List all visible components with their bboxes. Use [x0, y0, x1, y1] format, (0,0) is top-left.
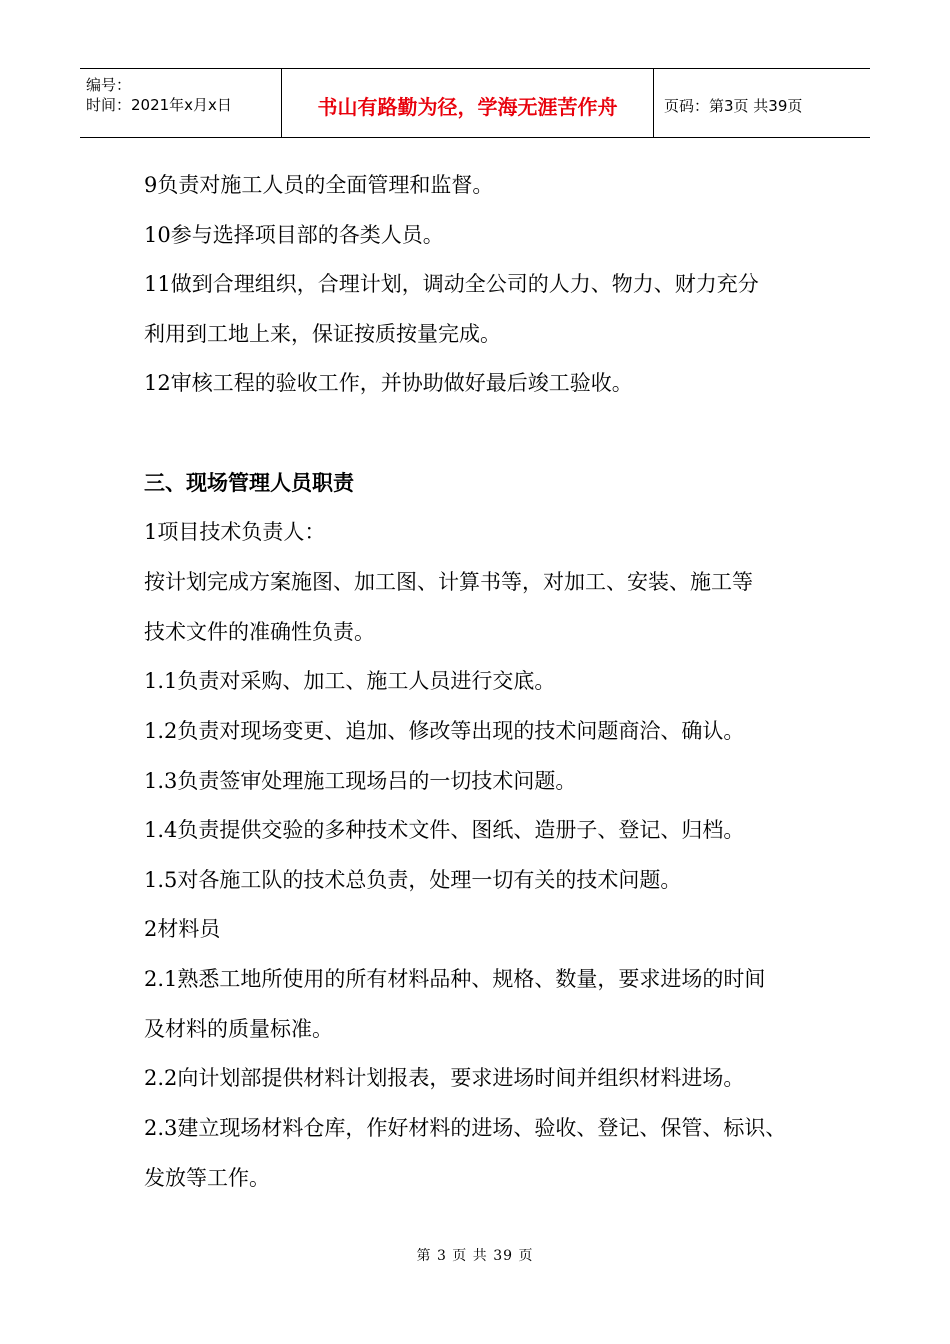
paragraph-line: 1.1负责对采购、加工、施工人员进行交底。 — [144, 669, 556, 693]
document-number-label: 编号： — [86, 76, 132, 94]
document-date-label: 时间：2021年x月x日 — [86, 96, 232, 114]
paragraph-line: 按计划完成方案施图、加工图、计算书等，对加工、安装、施工等 — [144, 570, 753, 594]
paragraph-line: 1.5对各施工队的技术总负责，处理一切有关的技术问题。 — [144, 868, 682, 892]
paragraph-line: 9负责对施工人员的全面管理和监督。 — [144, 173, 494, 197]
paragraph-line: 1项目技术负责人： — [144, 520, 326, 544]
header-page-info: 页码：第3页 共39页 — [664, 96, 803, 115]
paragraph-line: 2材料员 — [144, 917, 221, 941]
paragraph-line: 2.3建立现场材料仓库，作好材料的进场、验收、登记、保管、标识、 — [144, 1116, 787, 1140]
paragraph-line: 2.1熟悉工地所使用的所有材料品种、规格、数量，要求进场的时间 — [144, 967, 766, 991]
paragraph-line: 2.2向计划部提供材料计划报表，要求进场时间并组织材料进场。 — [144, 1066, 745, 1090]
paragraph-line: 1.4负责提供交验的多种技术文件、图纸、造册子、登记、归档。 — [144, 818, 745, 842]
paragraph-line: 技术文件的准确性负责。 — [144, 620, 375, 644]
section-heading: 三、现场管理人员职责 — [144, 471, 354, 495]
paragraph-line: 12审核工程的验收工作，并协助做好最后竣工验收。 — [144, 371, 633, 395]
paragraph-line: 利用到工地上来，保证按质按量完成。 — [144, 322, 501, 346]
paragraph-line: 1.3负责签审处理施工现场吕的一切技术问题。 — [144, 769, 577, 793]
paragraph-line: 1.2负责对现场变更、追加、修改等出现的技术问题商洽、确认。 — [144, 719, 745, 743]
paragraph-line: 11做到合理组织，合理计划，调动全公司的人力、物力、财力充分 — [144, 272, 759, 296]
page-footer: 第 3 页 共 39 页 — [416, 1248, 534, 1264]
header-meta — [80, 69, 282, 137]
paragraph-line: 10参与选择项目部的各类人员。 — [144, 223, 444, 247]
header-motto: 书山有路勤为径，学海无涯苦作舟 — [282, 69, 654, 137]
paragraph-line: 及材料的质量标准。 — [144, 1017, 333, 1041]
paragraph-line: 发放等工作。 — [144, 1166, 270, 1190]
page-header — [80, 68, 870, 138]
